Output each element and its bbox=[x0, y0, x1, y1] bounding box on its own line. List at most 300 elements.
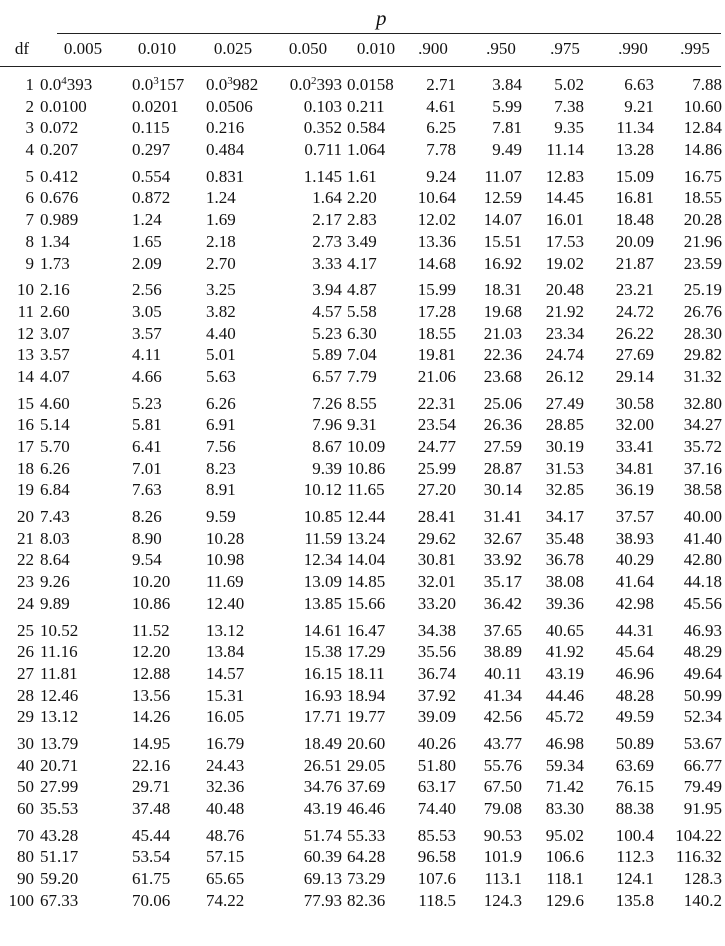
row-group bbox=[0, 506, 725, 614]
row-group bbox=[0, 393, 725, 501]
value-cell: 90.53 bbox=[483, 825, 522, 845]
value-cell: 34.17 bbox=[545, 507, 584, 527]
table-row bbox=[0, 117, 725, 139]
value-cell: $0.0^3157$ bbox=[132, 75, 185, 94]
value-cell: 20.28 bbox=[683, 210, 722, 230]
value-cell: 50.89 bbox=[615, 733, 654, 753]
df-cell: 28 bbox=[17, 685, 34, 705]
value-cell: 1.24 bbox=[132, 210, 162, 230]
value-cell: 21.03 bbox=[483, 323, 522, 343]
value-cell: 6.84 bbox=[40, 480, 70, 500]
value-cell: 64.28 bbox=[347, 847, 386, 867]
value-cell: 107.6 bbox=[417, 869, 456, 889]
value-cell: 13.12 bbox=[206, 620, 245, 640]
table-body bbox=[0, 74, 725, 916]
value-cell: 52.34 bbox=[683, 707, 722, 727]
table-row bbox=[0, 414, 725, 436]
value-cell: 59.34 bbox=[545, 755, 584, 775]
value-cell: 3.49 bbox=[347, 231, 377, 251]
value-cell: 1.24 bbox=[206, 188, 236, 208]
value-cell: 0.216 bbox=[206, 118, 245, 138]
value-cell: 7.56 bbox=[206, 437, 236, 456]
value-cell: 61.75 bbox=[132, 869, 171, 889]
df-cell: 50 bbox=[17, 777, 34, 797]
value-cell: 2.20 bbox=[347, 188, 377, 208]
table-row bbox=[0, 825, 725, 847]
value-cell: 0.676 bbox=[40, 188, 79, 208]
row-group bbox=[0, 74, 725, 161]
header-rule bbox=[0, 66, 721, 67]
table-row bbox=[0, 846, 725, 868]
value-cell: 37.57 bbox=[615, 507, 654, 527]
value-cell: 2.60 bbox=[40, 301, 70, 321]
value-cell: 46.98 bbox=[545, 733, 584, 753]
df-cell: 25 bbox=[17, 620, 34, 640]
table-row bbox=[0, 755, 725, 777]
value-cell: 21.96 bbox=[683, 231, 722, 251]
value-cell: 5.81 bbox=[132, 415, 162, 435]
value-cell: 4.57 bbox=[312, 301, 342, 321]
value-cell: 14.85 bbox=[347, 572, 386, 592]
value-cell: 3.25 bbox=[206, 280, 236, 300]
value-cell: 2.09 bbox=[132, 253, 162, 273]
df-cell: 26 bbox=[17, 642, 34, 662]
value-cell: 15.51 bbox=[483, 231, 522, 251]
value-cell: 2.70 bbox=[206, 253, 236, 273]
value-cell: 45.72 bbox=[545, 707, 584, 727]
value-cell: 18.11 bbox=[347, 663, 385, 683]
value-cell: 41.92 bbox=[545, 642, 584, 662]
value-cell: 31.41 bbox=[483, 507, 522, 527]
row-group bbox=[0, 166, 725, 274]
value-cell: 10.09 bbox=[347, 437, 386, 456]
value-cell: 4.61 bbox=[426, 96, 456, 116]
value-cell: 3.33 bbox=[312, 253, 342, 273]
value-cell: 17.71 bbox=[303, 707, 342, 727]
df-cell: 16 bbox=[17, 415, 34, 435]
df-cell: 5 bbox=[25, 166, 34, 186]
col-header: 0.010 bbox=[137, 39, 177, 58]
value-cell: 66.77 bbox=[683, 755, 722, 775]
value-cell: 9.24 bbox=[426, 166, 456, 186]
df-cell: 8 bbox=[25, 231, 34, 251]
value-cell: 7.04 bbox=[347, 345, 377, 365]
value-cell: 34.38 bbox=[417, 620, 456, 640]
value-cell: 15.38 bbox=[303, 642, 342, 662]
value-cell: 59.20 bbox=[40, 869, 79, 889]
table-row bbox=[0, 366, 725, 388]
value-cell: 21.06 bbox=[417, 366, 456, 386]
value-cell: 7.63 bbox=[132, 480, 162, 500]
value-cell: 14.61 bbox=[303, 620, 342, 640]
value-cell: 83.30 bbox=[545, 799, 584, 818]
value-cell: 40.26 bbox=[417, 733, 456, 753]
value-cell: 77.93 bbox=[303, 890, 342, 910]
df-cell: 100 bbox=[8, 890, 34, 910]
col-header: 0.050 bbox=[288, 39, 328, 58]
value-cell: 19.02 bbox=[545, 253, 584, 273]
value-cell: 44.46 bbox=[545, 685, 584, 705]
value-cell: 41.40 bbox=[683, 528, 722, 548]
value-cell: 23.21 bbox=[615, 280, 654, 300]
value-cell: 13.09 bbox=[303, 572, 342, 592]
value-cell: 8.64 bbox=[40, 550, 70, 570]
value-cell: 95.02 bbox=[545, 825, 584, 845]
value-cell: 5.01 bbox=[206, 345, 236, 365]
value-cell: 10.60 bbox=[683, 96, 722, 116]
value-cell: 3.84 bbox=[492, 75, 522, 94]
value-cell: 88.38 bbox=[615, 799, 654, 818]
value-cell: 27.49 bbox=[545, 393, 584, 413]
value-cell: 30.19 bbox=[545, 437, 584, 456]
value-cell: 16.75 bbox=[683, 166, 722, 186]
value-cell: 11.65 bbox=[347, 480, 385, 500]
value-cell: 0.103 bbox=[303, 96, 342, 116]
value-cell: 34.76 bbox=[303, 777, 342, 797]
value-cell: 29.05 bbox=[347, 755, 386, 775]
value-cell: 42.98 bbox=[615, 593, 654, 613]
value-cell: 4.11 bbox=[132, 345, 162, 365]
value-cell: 12.59 bbox=[483, 188, 522, 208]
df-cell: 15 bbox=[17, 393, 34, 413]
value-cell: 129.6 bbox=[545, 890, 584, 910]
value-cell: 16.92 bbox=[483, 253, 522, 273]
value-cell: 21.92 bbox=[545, 301, 584, 321]
value-cell: 3.94 bbox=[312, 280, 342, 300]
value-cell: 96.58 bbox=[417, 847, 456, 867]
value-cell: 26.22 bbox=[615, 323, 654, 343]
value-cell: 15.66 bbox=[347, 593, 386, 613]
value-cell: 70.06 bbox=[132, 890, 171, 910]
value-cell: 2.16 bbox=[40, 280, 70, 300]
value-cell: 43.19 bbox=[303, 799, 342, 818]
value-cell: 6.30 bbox=[347, 323, 377, 343]
value-cell: 118.5 bbox=[418, 890, 456, 910]
value-cell: 31.53 bbox=[545, 458, 584, 478]
value-cell: 7.88 bbox=[692, 75, 722, 94]
value-cell: 25.19 bbox=[683, 280, 722, 300]
value-cell: 26.12 bbox=[545, 366, 584, 386]
value-cell: 45.56 bbox=[683, 593, 722, 613]
col-header: .900 bbox=[418, 39, 448, 58]
value-cell: 14.86 bbox=[683, 140, 722, 160]
value-cell: 40.48 bbox=[206, 799, 245, 818]
df-cell: 29 bbox=[17, 707, 34, 727]
value-cell: 0.711 bbox=[304, 140, 342, 160]
table-row bbox=[0, 231, 725, 253]
value-cell: 0.352 bbox=[303, 118, 342, 138]
value-cell: 42.56 bbox=[483, 707, 522, 727]
value-cell: 13.56 bbox=[132, 685, 171, 705]
value-cell: 71.42 bbox=[545, 777, 584, 797]
value-cell: 63.69 bbox=[615, 755, 654, 775]
value-cell: 37.92 bbox=[417, 685, 456, 705]
table-row bbox=[0, 139, 725, 161]
value-cell: 5.23 bbox=[132, 393, 162, 413]
df-cell: 18 bbox=[17, 458, 34, 478]
value-cell: 49.59 bbox=[615, 707, 654, 727]
value-cell: 48.76 bbox=[206, 825, 245, 845]
value-cell: 5.89 bbox=[312, 345, 342, 365]
value-cell: 22.31 bbox=[417, 393, 456, 413]
value-cell: 6.26 bbox=[206, 393, 236, 413]
table-row bbox=[0, 166, 725, 188]
df-cell: 3 bbox=[25, 118, 34, 138]
value-cell: 29.82 bbox=[683, 345, 722, 365]
value-cell: 8.23 bbox=[206, 458, 236, 478]
value-cell: 1.73 bbox=[40, 253, 70, 273]
table-row bbox=[0, 479, 725, 501]
value-cell: 43.28 bbox=[40, 825, 79, 845]
value-cell: 18.94 bbox=[347, 685, 386, 705]
value-cell: 28.30 bbox=[683, 323, 722, 343]
value-cell: 33.20 bbox=[417, 593, 456, 613]
value-cell: 51.80 bbox=[417, 755, 456, 775]
value-cell: 36.19 bbox=[615, 480, 654, 500]
value-cell: 16.01 bbox=[545, 210, 584, 230]
value-cell: 0.0158 bbox=[347, 75, 394, 94]
value-cell: 8.91 bbox=[206, 480, 236, 500]
value-cell: 135.8 bbox=[615, 890, 654, 910]
value-cell: 1.61 bbox=[347, 166, 377, 186]
value-cell: 35.72 bbox=[683, 437, 722, 456]
value-cell: 0.072 bbox=[40, 118, 79, 138]
value-cell: 4.17 bbox=[347, 253, 377, 273]
value-cell: 9.35 bbox=[554, 118, 584, 138]
row-group bbox=[0, 825, 725, 912]
value-cell: 45.64 bbox=[615, 642, 654, 662]
value-cell: 48.28 bbox=[615, 685, 654, 705]
value-cell: 5.23 bbox=[312, 323, 342, 343]
table-row bbox=[0, 798, 725, 820]
value-cell: 19.68 bbox=[483, 301, 522, 321]
value-cell: 11.07 bbox=[484, 166, 522, 186]
value-cell: 101.9 bbox=[483, 847, 522, 867]
value-cell: 6.57 bbox=[312, 366, 342, 386]
value-cell: 11.81 bbox=[40, 663, 78, 683]
col-header: .990 bbox=[618, 39, 648, 58]
value-cell: 4.40 bbox=[206, 323, 236, 343]
value-cell: 11.52 bbox=[132, 620, 170, 640]
value-cell: 35.48 bbox=[545, 528, 584, 548]
value-cell: 46.96 bbox=[615, 663, 654, 683]
value-cell: $0.0^3982$ bbox=[206, 75, 259, 94]
value-cell: 12.84 bbox=[683, 118, 722, 138]
df-cell: 30 bbox=[17, 733, 34, 753]
value-cell: 37.65 bbox=[483, 620, 522, 640]
value-cell: 4.07 bbox=[40, 366, 70, 386]
value-cell: 12.20 bbox=[132, 642, 171, 662]
value-cell: 16.81 bbox=[615, 188, 654, 208]
value-cell: 57.15 bbox=[206, 847, 245, 867]
value-cell: 53.67 bbox=[683, 733, 722, 753]
row-group bbox=[0, 279, 725, 387]
p-symbol: p bbox=[376, 6, 387, 30]
df-cell: 7 bbox=[25, 210, 34, 230]
value-cell: 28.85 bbox=[545, 415, 584, 435]
value-cell: 20.09 bbox=[615, 231, 654, 251]
value-cell: 8.26 bbox=[132, 507, 162, 527]
table-row bbox=[0, 253, 725, 275]
value-cell: 37.16 bbox=[683, 458, 722, 478]
value-cell: 53.54 bbox=[132, 847, 171, 867]
df-cell: 12 bbox=[17, 323, 34, 343]
value-cell: 37.69 bbox=[347, 777, 386, 797]
value-cell: 6.41 bbox=[132, 437, 162, 456]
value-cell: 30.81 bbox=[417, 550, 456, 570]
value-cell: 3.82 bbox=[206, 301, 236, 321]
value-cell: 41.34 bbox=[483, 685, 522, 705]
value-cell: 13.79 bbox=[40, 733, 79, 753]
df-cell: 1 bbox=[25, 75, 34, 94]
value-cell: 7.96 bbox=[312, 415, 342, 435]
value-cell: 34.27 bbox=[683, 415, 722, 435]
value-cell: 41.64 bbox=[615, 572, 654, 592]
value-cell: 18.55 bbox=[417, 323, 456, 343]
value-cell: 16.93 bbox=[303, 685, 342, 705]
value-cell: 20.60 bbox=[347, 733, 386, 753]
value-cell: 0.0506 bbox=[206, 96, 253, 116]
value-cell: 9.89 bbox=[40, 593, 70, 613]
value-cell: 12.34 bbox=[303, 550, 342, 570]
value-cell: 35.17 bbox=[483, 572, 522, 592]
value-cell: 40.00 bbox=[683, 507, 722, 527]
value-cell: 0.297 bbox=[132, 140, 171, 160]
value-cell: 28.41 bbox=[417, 507, 456, 527]
value-cell: 9.31 bbox=[347, 415, 377, 435]
value-cell: 4.60 bbox=[40, 393, 70, 413]
value-cell: 5.14 bbox=[40, 415, 70, 435]
df-cell: 6 bbox=[25, 188, 34, 208]
value-cell: 12.44 bbox=[347, 507, 386, 527]
value-cell: 12.02 bbox=[417, 210, 456, 230]
table-row bbox=[0, 187, 725, 209]
top-rule bbox=[57, 33, 721, 34]
table-row bbox=[0, 776, 725, 798]
value-cell: 2.18 bbox=[206, 231, 236, 251]
value-cell: 7.79 bbox=[347, 366, 377, 386]
value-cell: 18.55 bbox=[683, 188, 722, 208]
value-cell: 55.76 bbox=[483, 755, 522, 775]
value-cell: 0.412 bbox=[40, 166, 79, 186]
value-cell: 14.07 bbox=[483, 210, 522, 230]
value-cell: 9.49 bbox=[492, 140, 522, 160]
value-cell: 35.56 bbox=[417, 642, 456, 662]
col-header: 0.025 bbox=[213, 39, 253, 58]
value-cell: 4.66 bbox=[132, 366, 162, 386]
value-cell: 3.57 bbox=[132, 323, 162, 343]
value-cell: 27.69 bbox=[615, 345, 654, 365]
value-cell: 6.63 bbox=[624, 75, 654, 94]
value-cell: 10.98 bbox=[206, 550, 245, 570]
probability-header bbox=[0, 6, 725, 32]
value-cell: 23.68 bbox=[483, 366, 522, 386]
value-cell: 12.83 bbox=[545, 166, 584, 186]
value-cell: 18.31 bbox=[483, 280, 522, 300]
table-row bbox=[0, 706, 725, 728]
value-cell: 43.19 bbox=[545, 663, 584, 683]
value-cell: 4.87 bbox=[347, 280, 377, 300]
value-cell: 14.68 bbox=[417, 253, 456, 273]
value-cell: 36.42 bbox=[483, 593, 522, 613]
value-cell: 8.90 bbox=[132, 528, 162, 548]
value-cell: 10.20 bbox=[132, 572, 171, 592]
value-cell: 38.58 bbox=[683, 480, 722, 500]
value-cell: 27.59 bbox=[483, 437, 522, 456]
table-row bbox=[0, 571, 725, 593]
value-cell: 2.71 bbox=[426, 75, 456, 94]
value-cell: 44.31 bbox=[615, 620, 654, 640]
value-cell: 7.26 bbox=[312, 393, 342, 413]
value-cell: 30.14 bbox=[483, 480, 522, 500]
value-cell: 140.2 bbox=[683, 890, 722, 910]
table-row bbox=[0, 506, 725, 528]
value-cell: 8.67 bbox=[312, 437, 342, 456]
value-cell: 15.31 bbox=[206, 685, 245, 705]
value-cell: 100.4 bbox=[615, 825, 654, 845]
table-row bbox=[0, 528, 725, 550]
df-cell: 10 bbox=[17, 280, 34, 300]
value-cell: 19.77 bbox=[347, 707, 386, 727]
df-cell: 14 bbox=[17, 366, 34, 386]
value-cell: 13.36 bbox=[417, 231, 456, 251]
value-cell: 112.3 bbox=[616, 847, 654, 867]
value-cell: 17.53 bbox=[545, 231, 584, 251]
table-row bbox=[0, 620, 725, 642]
value-cell: 27.99 bbox=[40, 777, 79, 797]
table-row bbox=[0, 890, 725, 912]
value-cell: $0.0^4393$ bbox=[40, 75, 93, 94]
value-cell: 11.69 bbox=[206, 572, 244, 592]
value-cell: 26.36 bbox=[483, 415, 522, 435]
table-row bbox=[0, 96, 725, 118]
value-cell: 33.92 bbox=[483, 550, 522, 570]
value-cell: 0.484 bbox=[206, 140, 245, 160]
value-cell: 113.1 bbox=[484, 869, 522, 889]
value-cell: 9.39 bbox=[312, 458, 342, 478]
value-cell: 0.0201 bbox=[132, 96, 179, 116]
value-cell: 24.43 bbox=[206, 755, 245, 775]
table-row bbox=[0, 436, 725, 458]
value-cell: 91.95 bbox=[683, 799, 722, 818]
table-row bbox=[0, 663, 725, 685]
value-cell: 1.145 bbox=[303, 166, 342, 186]
df-cell: 80 bbox=[17, 847, 34, 867]
value-cell: 10.86 bbox=[132, 593, 171, 613]
value-cell: 50.99 bbox=[683, 685, 722, 705]
df-cell: 21 bbox=[17, 528, 34, 548]
value-cell: 13.12 bbox=[40, 707, 79, 727]
value-cell: 16.47 bbox=[347, 620, 386, 640]
value-cell: 3.05 bbox=[132, 301, 162, 321]
value-cell: 37.48 bbox=[132, 799, 171, 818]
value-cell: 23.59 bbox=[683, 253, 722, 273]
value-cell: 11.34 bbox=[616, 118, 654, 138]
value-cell: 51.17 bbox=[40, 847, 79, 867]
value-cell: 20.48 bbox=[545, 280, 584, 300]
value-cell: 6.26 bbox=[40, 458, 70, 478]
value-cell: 39.36 bbox=[545, 593, 584, 613]
col-header: 0.010 bbox=[356, 39, 396, 58]
value-cell: 14.26 bbox=[132, 707, 171, 727]
value-cell: 8.03 bbox=[40, 528, 70, 548]
df-cell: 4 bbox=[25, 140, 34, 160]
table-row bbox=[0, 733, 725, 755]
value-cell: 7.01 bbox=[132, 458, 162, 478]
value-cell: 23.34 bbox=[545, 323, 584, 343]
value-cell: 36.78 bbox=[545, 550, 584, 570]
value-cell: 11.16 bbox=[40, 642, 78, 662]
